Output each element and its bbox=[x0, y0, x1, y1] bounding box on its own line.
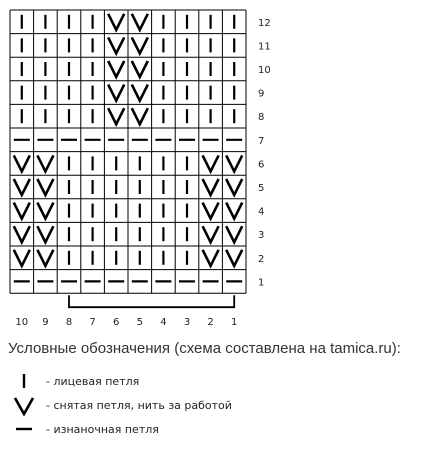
row-number: 4 bbox=[258, 206, 265, 218]
row-number: 6 bbox=[258, 159, 265, 171]
knit-stitch-icon bbox=[12, 371, 36, 391]
row-number: 12 bbox=[258, 17, 271, 29]
column-number: 8 bbox=[65, 317, 73, 329]
slipped-stitch-symbol bbox=[203, 155, 219, 171]
column-number: 1 bbox=[231, 317, 238, 329]
slipped-stitch-symbol bbox=[226, 250, 242, 266]
repeat-bracket bbox=[69, 295, 234, 307]
slipped-stitch-symbol bbox=[203, 250, 219, 266]
slipped-stitch-symbol bbox=[14, 226, 30, 242]
row-number: 5 bbox=[258, 183, 265, 194]
slipped-stitch-symbol bbox=[132, 14, 148, 30]
legend-label-purl: - изнаночная петля bbox=[46, 423, 159, 436]
column-number: 9 bbox=[42, 317, 49, 329]
slipped-stitch-symbol bbox=[108, 14, 124, 30]
slipped-stitch-symbol bbox=[132, 85, 148, 101]
slipped-stitch-symbol bbox=[226, 179, 242, 195]
slipped-stitch-symbol bbox=[37, 179, 53, 195]
purl-stitch-icon bbox=[12, 419, 36, 439]
slipped-stitch-icon bbox=[12, 395, 36, 417]
slipped-stitch-symbol bbox=[226, 203, 242, 219]
row-number: 1 bbox=[258, 277, 265, 289]
slipped-stitch-symbol bbox=[14, 203, 30, 219]
slipped-stitch-symbol bbox=[132, 61, 148, 77]
slipped-stitch-symbol bbox=[132, 37, 148, 53]
column-number: 10 bbox=[15, 317, 29, 329]
row-number: 3 bbox=[258, 230, 265, 242]
slipped-stitch-symbol bbox=[14, 179, 30, 195]
row-number: 2 bbox=[258, 253, 265, 265]
slipped-stitch-symbol bbox=[203, 203, 219, 219]
column-number: 6 bbox=[113, 317, 120, 329]
slipped-stitch-symbol bbox=[132, 108, 148, 124]
slipped-stitch-symbol bbox=[108, 108, 124, 124]
row-number: 10 bbox=[258, 65, 271, 76]
legend-label-slipped: - снятая петля, нить за работой bbox=[46, 399, 232, 412]
slipped-stitch-symbol bbox=[108, 37, 124, 53]
slipped-stitch-symbol bbox=[108, 85, 124, 101]
legend-label-knit: - лицевая петля bbox=[46, 375, 140, 388]
slipped-stitch-symbol bbox=[108, 61, 124, 77]
chart-grid bbox=[10, 10, 246, 293]
row-number: 11 bbox=[258, 41, 271, 53]
slipped-stitch-symbol bbox=[14, 250, 30, 266]
legend-item-purl bbox=[8, 419, 328, 441]
legend-item-slipped bbox=[8, 395, 328, 417]
row-number: 7 bbox=[258, 135, 265, 147]
slipped-stitch-symbol bbox=[14, 155, 30, 171]
slipped-stitch-symbol bbox=[37, 203, 53, 219]
slipped-stitch-symbol bbox=[226, 226, 242, 242]
slipped-stitch-symbol bbox=[203, 226, 219, 242]
slipped-stitch-symbol bbox=[226, 155, 242, 171]
column-number: 5 bbox=[136, 317, 143, 329]
row-number: 9 bbox=[258, 88, 265, 100]
column-number: 4 bbox=[160, 317, 167, 329]
column-number: 7 bbox=[89, 317, 96, 329]
column-number: 3 bbox=[183, 317, 191, 329]
slipped-stitch-symbol bbox=[37, 250, 53, 266]
slipped-stitch-symbol bbox=[37, 155, 53, 171]
row-number: 8 bbox=[258, 112, 265, 124]
legend-title: Условные обозначения (схема составлена на tamica.ru): bbox=[8, 340, 401, 357]
slipped-stitch-symbol bbox=[37, 226, 53, 242]
column-number: 2 bbox=[207, 317, 214, 329]
slipped-stitch-symbol bbox=[203, 179, 219, 195]
legend-item-knit bbox=[8, 371, 328, 393]
